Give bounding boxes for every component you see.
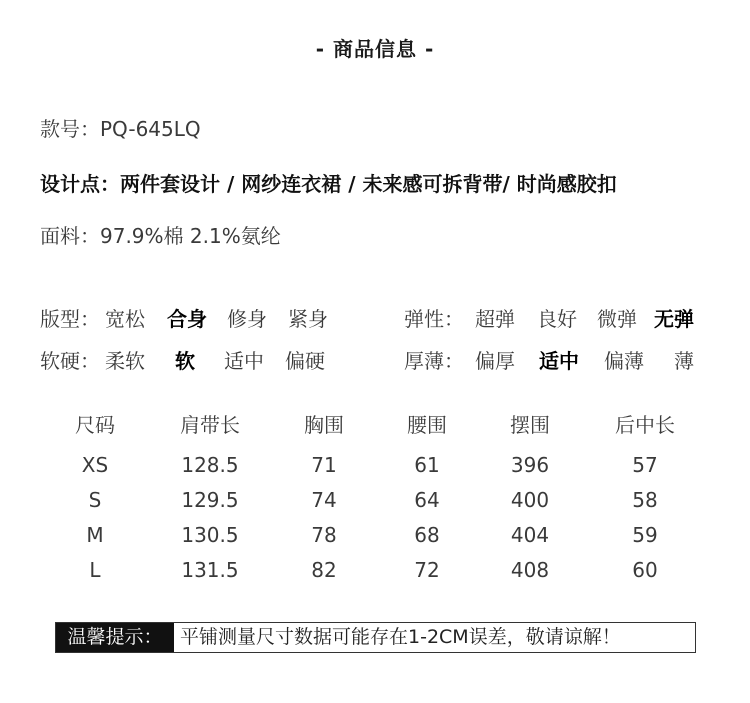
table-cell: 130.5 [181,523,239,547]
thickness-option-medium: 适中 [539,349,579,373]
fit-label: 版型： [40,307,100,331]
table-cell: 57 [632,453,658,477]
notice-bar [55,622,696,653]
table-cell: 58 [632,488,658,512]
elasticity-option-super: 超弹 [475,307,515,331]
softness-option-hard: 偏硬 [285,349,325,373]
softness-option-very-soft: 柔软 [105,349,145,373]
table-cell: 61 [414,453,440,477]
table-header-back-length: 后中长 [615,413,675,437]
table-cell: 68 [414,523,440,547]
softness-option-soft: 软 [175,349,195,373]
thickness-option-thick: 偏厚 [475,349,515,373]
fit-option-loose: 宽松 [105,307,145,331]
table-cell: 396 [510,453,550,477]
table-cell-size: L [89,558,101,582]
elasticity-option-good: 良好 [537,307,577,331]
softness-label: 软硬： [40,349,100,373]
softness-option-medium: 适中 [224,349,264,373]
notice-label: 温馨提示： [56,623,174,652]
thickness-option-very-thin: 薄 [674,349,694,373]
table-cell-size: S [88,488,102,512]
table-cell: 128.5 [181,453,239,477]
table-cell: 408 [510,558,550,582]
elasticity-option-slight: 微弹 [597,307,637,331]
table-cell: 82 [311,558,337,582]
fit-option-tight: 紧身 [288,307,328,331]
notice-text: 平铺测量尺寸数据可能存在1-2CM误差，敬请谅解！ [180,626,621,648]
table-header-bust: 胸围 [304,413,344,437]
fit-option-slim: 修身 [227,307,267,331]
table-cell: 74 [311,488,337,512]
table-header-hem: 摆围 [510,413,550,437]
elasticity-option-none: 无弹 [654,307,694,331]
table-cell: 59 [632,523,658,547]
fabric-composition: 面料：97.9%棉 2.1%氨纶 [40,224,281,248]
table-cell-size: M [86,523,104,547]
table-header-strap-length: 肩带长 [180,413,240,437]
table-cell: 60 [632,558,658,582]
table-cell: 404 [510,523,550,547]
thickness-label: 厚薄： [404,349,464,373]
table-cell: 78 [311,523,337,547]
table-cell: 400 [510,488,550,512]
table-cell: 71 [311,453,337,477]
table-cell: 129.5 [181,488,239,512]
table-cell-size: XS [81,453,109,477]
thickness-option-thin: 偏薄 [604,349,644,373]
page-title: - 商品信息 - [315,37,435,61]
elasticity-label: 弹性： [404,307,464,331]
table-cell: 64 [414,488,440,512]
fit-option-regular: 合身 [167,307,207,331]
design-points: 设计点：两件套设计 / 网纱连衣裙 / 未来感可拆背带/ 时尚感胶扣 [40,172,617,196]
table-header-waist: 腰围 [407,413,447,437]
table-cell: 72 [414,558,440,582]
table-cell: 131.5 [181,558,239,582]
table-header-size: 尺码 [75,413,115,437]
style-number: 款号：PQ-645LQ [40,117,201,141]
